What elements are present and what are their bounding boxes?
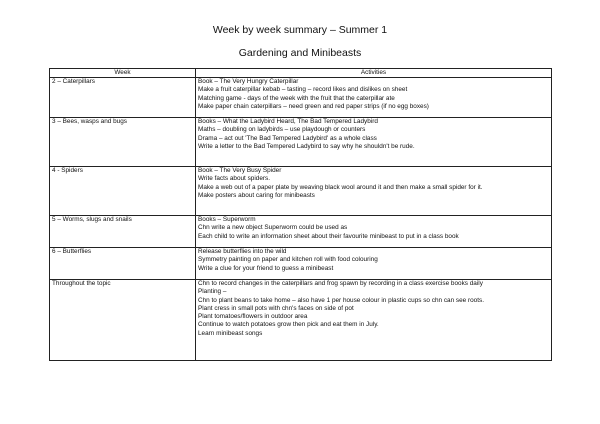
week-cell: 4 - Spiders [50,167,196,216]
activity-line: Books – Superworm [198,216,256,223]
activity-line: Book – The Very Busy Spider [198,167,282,174]
activity-line: Drama – act out 'The Bad Tempered Ladybird' as a whole class [198,134,377,142]
activity-line: Symmetry painting on paper and kitchen roll with food colouring [198,256,378,264]
activity-line: Release butterflies into the wild [198,248,287,255]
activity-line: Make a fruit caterpillar kebab – tasting – record likes and dislikes on sheet [198,86,408,94]
activity-line: Planting – [198,288,227,296]
activity-line: Chn write a new object Superworm could be used as [198,224,348,232]
activity-line: Book – The Very Hungry Caterpillar [198,78,299,85]
table-row [50,248,552,280]
table-row [50,216,552,248]
activities-cell [196,78,552,118]
activity-line: Chn to record changes in the caterpillars and frog spawn by recording in a class exercise books daily [198,280,483,287]
table-row [50,118,552,167]
activity-line: Make paper chain caterpillars – need green and red paper strips (if no egg boxes) [198,102,429,110]
activity-line: Learn minibeast songs [198,329,263,337]
activities-cell [196,167,552,216]
table-row [50,167,552,216]
activities-cell [196,280,552,361]
table-header-row [50,69,552,78]
activity-line: Write a clue for your friend to guess a minibeast [198,264,334,272]
activities-cell [196,216,552,248]
column-header-week: Week [50,69,196,78]
table-row [50,78,552,118]
activity-line: Continue to watch potatoes grow then pick and eat them in July. [198,321,379,329]
summary-table [49,68,552,361]
activity-line: Write a letter to the Bad Tempered Ladybird to say why he shouldn't be rude. [198,142,415,150]
activity-line: Plant cress in small pots with chn's faces on side of pot [198,304,354,312]
week-cell: 6 – Butterflies [50,248,196,280]
column-header-activities: Activities [196,69,552,78]
table-body [50,78,552,361]
activity-line: Make a web out of a paper plate by weaving black wool around it and then make a small spider for it. [198,183,483,191]
activity-line: Write facts about spiders. [198,175,270,183]
week-cell: Throughout the topic [50,280,196,361]
week-cell: 2 – Caterpillars [50,78,196,118]
activity-line: Books – What the Ladybird Heard, The Bad Tempered Ladybird [198,118,378,125]
week-cell: 5 – Worms, slugs and snails [50,216,196,248]
week-cell: 3 – Bees, wasps and bugs [50,118,196,167]
page-subtitle: Gardening and Minibeasts [238,47,362,59]
activities-cell [196,118,552,167]
activity-line: Make posters about caring for minibeasts [198,191,315,199]
page-title: Week by week summary – Summer 1 [212,24,388,36]
activity-line: Chn to plant beans to take home – also have 1 per house colour in plastic cups so chn can see roots. [198,296,484,304]
table-row [50,280,552,361]
activity-line: Matching game - days of the week with the fruit that the caterpillar ate [198,94,395,102]
activity-line: Each child to write an information sheet about their favourite minibeast to put in a class book [198,232,459,240]
activity-line: Plant tomatoes/flowers in outdoor area [198,313,308,320]
activity-line: Maths – doubling on ladybirds – use playdough or counters [198,126,366,134]
activities-cell [196,248,552,280]
